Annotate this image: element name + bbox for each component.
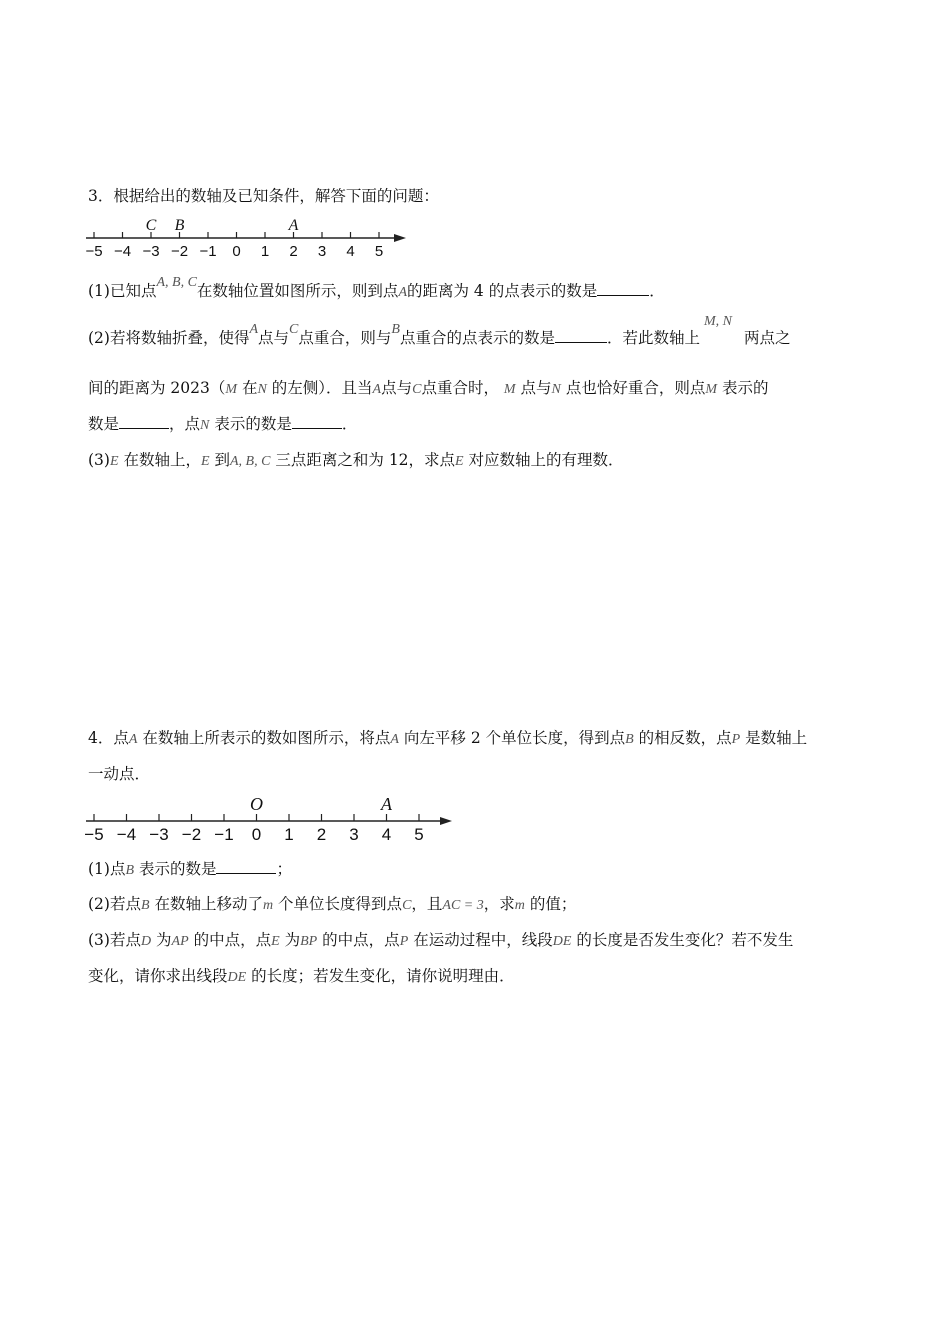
axis-tick-label: −2 [181,825,202,844]
axis-tick-label: −2 [170,243,189,260]
axis-tick-label: −3 [149,825,169,844]
q3-title: 3．根据给出的数轴及已知条件，解答下面的问题： [88,187,439,205]
answer-blank[interactable] [597,281,649,296]
answer-blank[interactable] [119,414,169,429]
q3-part3: (3)E 在数轴上，E 到A, B, C 三点距离之和为 12，求点E 对应数轴上的有理数． [88,451,624,469]
q4-part1: (1)点B 表示的数是 ； [88,860,292,878]
answer-blank[interactable] [555,328,607,343]
axis-tick-label: −3 [142,243,160,260]
axis-point-label: A [381,794,392,814]
axis-tick-label: 4 [381,825,392,844]
axis-tick-label: 0 [232,243,241,260]
q4-intro-cont: 一动点． [88,765,151,783]
axis-tick-label: 5 [414,825,424,844]
axis-tick-label: −4 [116,825,137,844]
q3-part2: (2)若将数轴折叠，使得A点与C点重合，则与B点重合的点表示的数是 ．若此数轴上M, N两点之 [88,314,791,347]
q3-part2-cont2: 数是 ，点N 表示的数是 ． [88,415,358,433]
axis-tick-label: 4 [346,243,355,260]
axis-arrowhead [440,817,452,825]
q4-intro: 4．点A 在数轴上所表示的数如图所示，将点A 向左平移 2 个单位长度，得到点B 的相反数，点P 是数轴上 [88,729,808,747]
axis-tick-label: −1 [214,825,234,844]
axis-tick-label: 3 [349,825,359,844]
axis-tick-label: 3 [317,243,327,260]
axis-arrowhead [394,234,406,242]
q3-number-line [84,210,414,260]
axis-tick-label: 1 [284,825,294,844]
q4-part2: (2)若点B 在数轴上移动了m 个单位长度得到点C，且AC = 3，求m 的值； [88,895,577,913]
axis-tick-label: −1 [199,243,217,260]
answer-blank[interactable] [216,859,276,874]
q3-part2-cont: 间的距离为 2023（M 在N 的左侧）．且当A点与C点重合时， M 点与N 点也恰好重合，则点M 表示的 [88,379,769,397]
axis-tick-label: 2 [316,825,327,844]
axis-point-label: A [288,217,299,234]
axis-tick-label: 1 [260,243,270,260]
axis-tick-label: 5 [374,243,384,260]
axis-tick-label: −5 [84,825,104,844]
axis-tick-label: −5 [85,243,103,260]
answer-blank[interactable] [292,414,342,429]
axis-point-label: B [174,217,185,234]
axis-tick-label: −4 [113,243,132,260]
axis-tick-label: 2 [289,243,298,260]
q4-number-line [84,790,464,846]
q4-part3-cont: 变化，请你求出线段DE 的长度；若发生变化，请你说明理由． [88,967,515,985]
axis-tick-label: 0 [251,825,262,844]
q3-part1: (1)已知点A, B, C在数轴位置如图所示，则到点A的距离为 4 的点表示的数是 ． [88,275,665,300]
q4-part3: (3)若点D 为AP 的中点，点E 为BP 的中点，点P 在运动过程中，线段DE 的长度是否发生变化？若不发生 [88,931,794,949]
axis-point-label: C [145,217,157,234]
axis-point-label: O [250,794,263,814]
